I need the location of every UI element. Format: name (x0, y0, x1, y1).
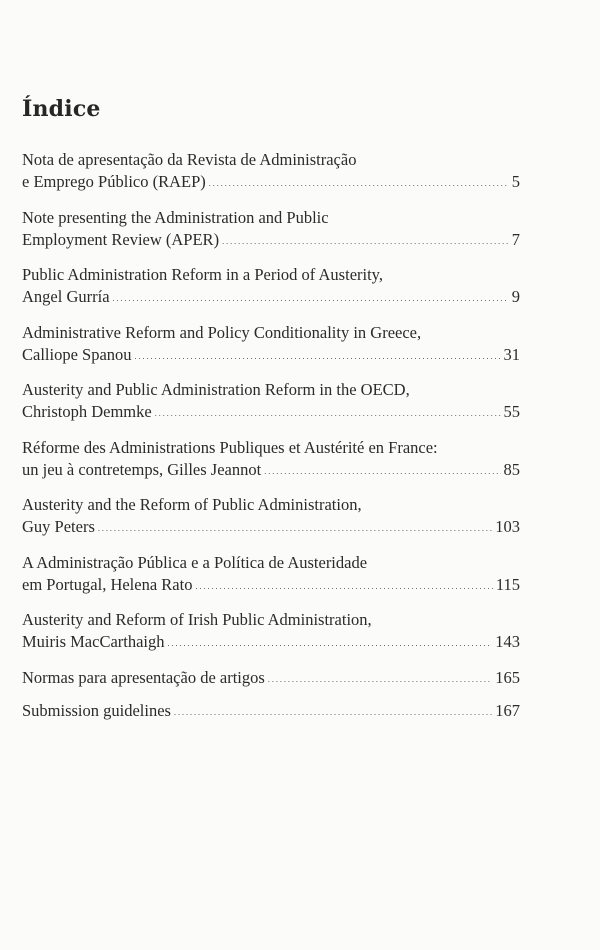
toc-page-number: 5 (511, 172, 520, 191)
toc-entry (22, 609, 520, 656)
toc-page-number: 55 (503, 402, 520, 421)
toc-entry-title: Public Administration Reform in a Period of Austerity, (22, 265, 383, 284)
toc-entry (22, 552, 520, 599)
toc-page-number: 7 (511, 229, 520, 249)
toc-entry-line (22, 459, 520, 484)
toc-entry-subtitle: Guy Peters (22, 517, 95, 536)
dot-leader (135, 343, 501, 368)
toc-entry-line (22, 631, 520, 656)
toc-entry (22, 437, 520, 484)
toc-page-number: 103 (495, 517, 520, 536)
dot-leader (155, 400, 501, 425)
toc-entry-subtitle: Calliope Spanou (22, 344, 132, 364)
toc-entry (22, 379, 520, 426)
page-title: Índice (22, 96, 101, 122)
toc-entry-line (22, 667, 520, 692)
dot-leader (98, 515, 492, 540)
toc-page-number: 115 (495, 574, 520, 594)
toc-entry-title: Normas para apresentação de artigos (22, 667, 265, 687)
toc-entry-line (22, 344, 520, 369)
toc-entry (22, 494, 520, 541)
toc-entry (22, 667, 520, 692)
table-of-contents (22, 149, 520, 733)
toc-entry (22, 322, 520, 369)
toc-entry-line (22, 516, 520, 541)
toc-entry-title: Réforme des Administrations Publiques et Austérité en France: (22, 437, 438, 457)
toc-entry (22, 700, 520, 725)
toc-entry (22, 207, 520, 254)
toc-entry-title: Nota de apresentação da Revista de Administração (22, 150, 357, 169)
toc-page-number: 85 (503, 459, 520, 479)
toc-entry-title: A Administração Pública e a Política de Austeridade (22, 552, 368, 572)
toc-entry-line (22, 286, 520, 311)
toc-entry (22, 264, 520, 311)
toc-page-number: 165 (495, 667, 520, 687)
toc-entry-line (22, 401, 520, 426)
toc-page-number: 31 (503, 344, 520, 364)
toc-entry-subtitle: em Portugal, Helena Rato (22, 574, 193, 594)
dot-leader (195, 573, 492, 598)
toc-entry-subtitle: Christoph Demmke (22, 402, 152, 421)
toc-entry-line (22, 229, 520, 254)
toc-entry-title: Austerity and Reform of Irish Public Administration, (22, 610, 372, 629)
toc-entry-subtitle: e Emprego Público (RAEP) (22, 172, 206, 191)
toc-page-number: 143 (495, 632, 520, 651)
toc-entry-subtitle: Muiris MacCarthaigh (22, 632, 165, 651)
dot-leader (268, 666, 492, 691)
dot-leader (168, 630, 493, 655)
toc-entry-line (22, 700, 520, 725)
toc-entry-subtitle: Employment Review (APER) (22, 229, 220, 249)
dot-leader (222, 228, 509, 253)
dot-leader (209, 170, 509, 195)
toc-entry-subtitle: un jeu à contretemps, Gilles Jeannot (22, 459, 262, 479)
toc-entry-line (22, 574, 520, 599)
toc-entry-subtitle: Angel Gurría (22, 287, 110, 306)
toc-entry-line (22, 171, 520, 196)
toc-entry-title: Austerity and Public Administration Reform in the OECD, (22, 380, 410, 399)
toc-entry (22, 149, 520, 196)
dot-leader (264, 458, 500, 483)
dot-leader (174, 699, 492, 724)
toc-page-number: 9 (511, 287, 520, 306)
toc-entry-title: Note presenting the Administration and Public (22, 207, 329, 227)
toc-entry-title: Administrative Reform and Policy Conditionality in Greece, (22, 322, 422, 342)
toc-entry-title: Austerity and the Reform of Public Administration, (22, 495, 362, 514)
toc-page-number: 167 (495, 700, 520, 720)
toc-entry-title: Submission guidelines (22, 700, 171, 720)
dot-leader (113, 285, 509, 310)
